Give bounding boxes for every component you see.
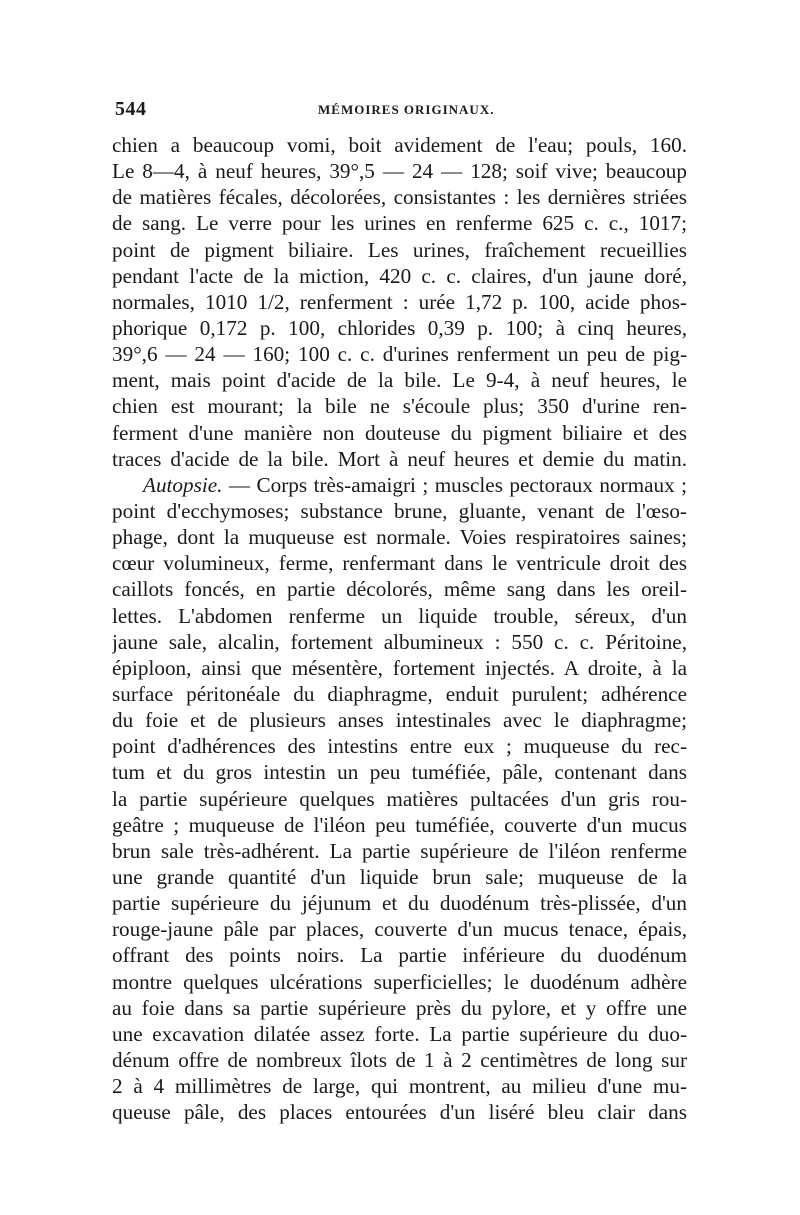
text-line: une excavation dilatée assez forte. La partie supérieure du duo- [112, 1021, 687, 1046]
text-line: lettes. L'abdomen renferme un liquide trouble, séreux, d'un [112, 603, 687, 628]
page-number: 544 [115, 98, 147, 120]
text-line: 39°,6 — 24 — 160; 100 c. c. d'urines renferment un peu de pig- [112, 342, 687, 367]
text-line-first [112, 472, 687, 498]
page-header [112, 98, 687, 126]
text-line-rest: — Corps très-amaigri ; muscles pectoraux normaux ; [222, 472, 687, 497]
text-line: rouge-jaune pâle par places, couverte d'un mucus tenace, épais, [112, 917, 687, 942]
text-line: traces d'acide de la bile. Mort à neuf heures et demie du matin. [112, 446, 687, 471]
text-line: une grande quantité d'un liquide brun sale; muqueuse de la [112, 864, 687, 889]
text-line: queuse pâle, des places entourées d'un liséré bleu clair dans [112, 1100, 687, 1125]
text-line: de matières fécales, décolorées, consistantes : les dernières striées [112, 185, 687, 210]
text-line: Le 8—4, à neuf heures, 39°,5 — 24 — 128; soif vive; beaucoup [112, 159, 687, 184]
text-line: surface péritonéale du diaphragme, enduit purulent; adhérence [112, 681, 687, 706]
text-line: geâtre ; muqueuse de l'iléon peu tuméfiée, couverte d'un mucus [112, 812, 687, 837]
main-text [112, 132, 687, 1125]
text-line: ment, mais point d'acide de la bile. Le 9-4, à neuf heures, le [112, 368, 687, 393]
text-line: pendant l'acte de la miction, 420 c. c. claires, d'un jaune doré, [112, 263, 687, 288]
text-line: 2 à 4 millimètres de large, qui montrent, au milieu d'une mu- [112, 1074, 687, 1099]
text-line: partie supérieure du jéjunum et du duodénum très-plissée, d'un [112, 891, 687, 916]
text-line: de sang. Le verre pour les urines en renferme 625 c. c., 1017; [112, 211, 687, 236]
text-line: phage, dont la muqueuse est normale. Voies respiratoires saines; [112, 525, 687, 550]
text-line: point de pigment biliaire. Les urines, fraîchement recueillies [112, 237, 687, 262]
text-line: au foie dans sa partie supérieure près du pylore, et y offre une [112, 995, 687, 1020]
text-line: du foie et de plusieurs anses intestinales avec le diaphragme; [112, 708, 687, 733]
text-line: montre quelques ulcérations superficielles; le duodénum adhère [112, 969, 687, 994]
text-line: offrant des points noirs. La partie inférieure du duodénum [112, 943, 687, 968]
text-line: point d'adhérences des intestins entre eux ; muqueuse du rec- [112, 734, 687, 759]
text-line: cœur volumineux, ferme, renfermant dans le ventricule droit des [112, 551, 687, 576]
text-line: chien est mourant; la bile ne s'écoule plus; 350 d'urine ren- [112, 394, 687, 419]
text-line: caillots foncés, en partie décolorés, même sang dans les oreil- [112, 577, 687, 602]
text-line: normales, 1010 1/2, renferment : urée 1,72 p. 100, acide phos- [112, 289, 687, 314]
text-line: brun sale très-adhérent. La partie supérieure de l'iléon renferme [112, 838, 687, 863]
section-lead-autopsie: Autopsie. [143, 472, 223, 497]
text-line: dénum offre de nombreux îlots de 1 à 2 centimètres de long sur [112, 1047, 687, 1072]
book-page [112, 98, 687, 1125]
text-line: tum et du gros intestin un peu tuméfiée, pâle, contenant dans [112, 760, 687, 785]
text-line: chien a beaucoup vomi, boit avidement de l'eau; pouls, 160. [112, 133, 687, 157]
text-line: jaune sale, alcalin, fortement albumineux : 550 c. c. Péritoine, [112, 629, 687, 654]
text-line: ferment d'une manière non douteuse du pigment biliaire et des [112, 420, 687, 445]
text-line: épiploon, ainsi que mésentère, fortement injectés. A droite, à la [112, 655, 687, 680]
running-head: MÉMOIRES ORIGINAUX. [318, 102, 495, 117]
text-line: phorique 0,172 p. 100, chlorides 0,39 p. 100; à cinq heures, [112, 315, 687, 340]
text-line: la partie supérieure quelques matières pultacées d'un gris rou- [112, 786, 687, 811]
text-line: point d'ecchymoses; substance brune, gluante, venant de l'œso- [112, 498, 687, 523]
